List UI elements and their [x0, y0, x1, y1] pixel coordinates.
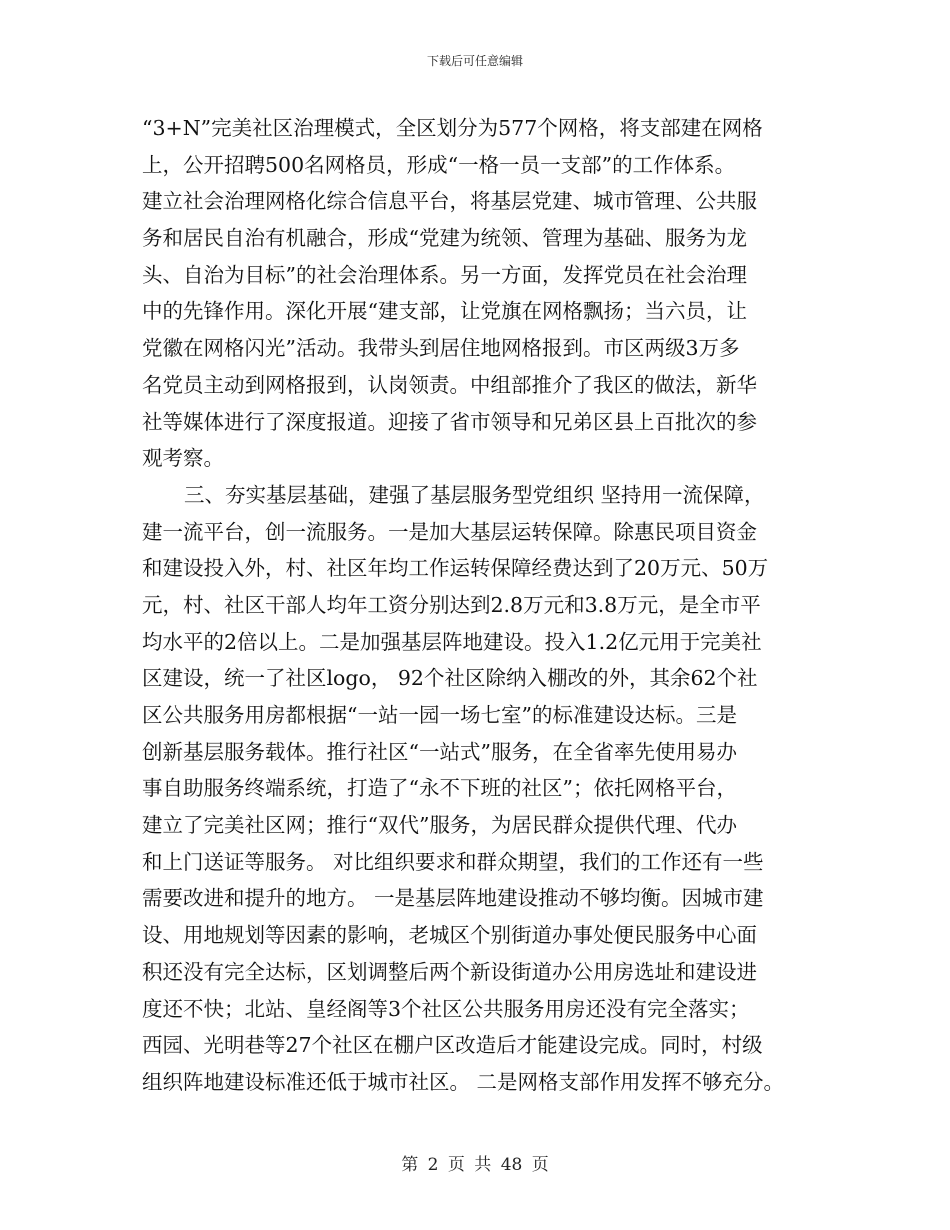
text-line: 事自助服务终端系统，打造了“永不下班的社区”；依托网格平台， [142, 776, 737, 801]
text-line: 社等媒体进行了深度报道。迎接了省市领导和兄弟区县上百批次的参 [142, 409, 757, 434]
text-line: 建一流平台，创一流服务。一是加大基层运转保障。除惠民项目资金 [142, 519, 757, 544]
text-line: 组织阵地建设标准还低于城市社区。 二是网格支部作用发挥不够充分。 [142, 1069, 785, 1094]
text-line: 西园、光明巷等27个社区在棚户区改造后才能建设完成。同时，村级 [142, 1033, 763, 1058]
text-line: 和建设投入外，村、社区年均工作运转保障经费达到了20万元、50万 [142, 556, 769, 581]
text-line: 务和居民自治有机融合，形成“党建为统领、管理为基础、服务为龙 [142, 226, 747, 251]
text-line: 头、自治为目标”的社会治理体系。另一方面，发挥党员在社会治理 [142, 262, 747, 287]
text-line: 党徽在网格闪光”活动。我带头到居住地网格报到。市区两级3万多 [142, 336, 740, 361]
text-line: 需要改进和提升的地方。 一是基层阵地建设推动不够均衡。因城市建 [142, 886, 764, 911]
text-line: 创新基层服务载体。推行社区“一站式”服务，在全省率先使用易办 [142, 739, 737, 764]
text-line: 中的先锋作用。深化开展“建支部，让党旗在网格飘扬；当六员，让 [142, 299, 747, 324]
text-line: 区建设，统一了社区logo， 92个社区除纳入棚改的外，其余62个社 [142, 666, 758, 691]
text-line: 积还没有完全达标，区划调整后两个新设街道办公用房选址和建设进 [142, 959, 757, 984]
text-line: 度还不快；北站、皇经阁等3个社区公共服务用房还没有完全落实； [142, 996, 750, 1021]
text-line: 建立了完美社区网；推行“双代”服务，为居民群众提供代理、代办 [142, 813, 737, 838]
text-line: 区公共服务用房都根据“一站一园一场七室”的标准建设达标。三是 [142, 703, 737, 727]
text-line: 和上门送证等服务。 对比组织要求和群众期望，我们的工作还有一些 [142, 849, 764, 874]
text-line: 均水平的2倍以上。二是加强基层阵地建设。投入1.2亿元用于完美社 [142, 629, 762, 654]
body-text [142, 110, 832, 1101]
text-line: 上，公开招聘500名网格员，形成“一格一员一支部”的工作体系。 [142, 152, 736, 177]
text-line: 元，村、社区干部人均年工资分别达到2.8万元和3.8万元，是全市平 [142, 592, 761, 617]
text-line: 设、用地规划等因素的影响，老城区个别街道办事处便民服务中心面 [142, 923, 757, 948]
page-header: 下载后可任意编辑 [426, 54, 523, 68]
page-footer: 第 2 页 共 48 页 [401, 1155, 549, 1175]
text-line: “3+N”完美社区治理模式，全区划分为577个网格，将支部建在网格 [142, 116, 763, 140]
text-line: 观考察。 [142, 446, 224, 471]
text-line: 建立社会治理网格化综合信息平台，将基层党建、城市管理、公共服 [142, 189, 757, 214]
section-heading-line: 三、夯实基层基础，建强了基层服务型党组织 坚持用一流保障， [184, 482, 765, 507]
text-line: 名党员主动到网格报到，认岗领责。中组部推介了我区的做法，新华 [142, 372, 757, 397]
